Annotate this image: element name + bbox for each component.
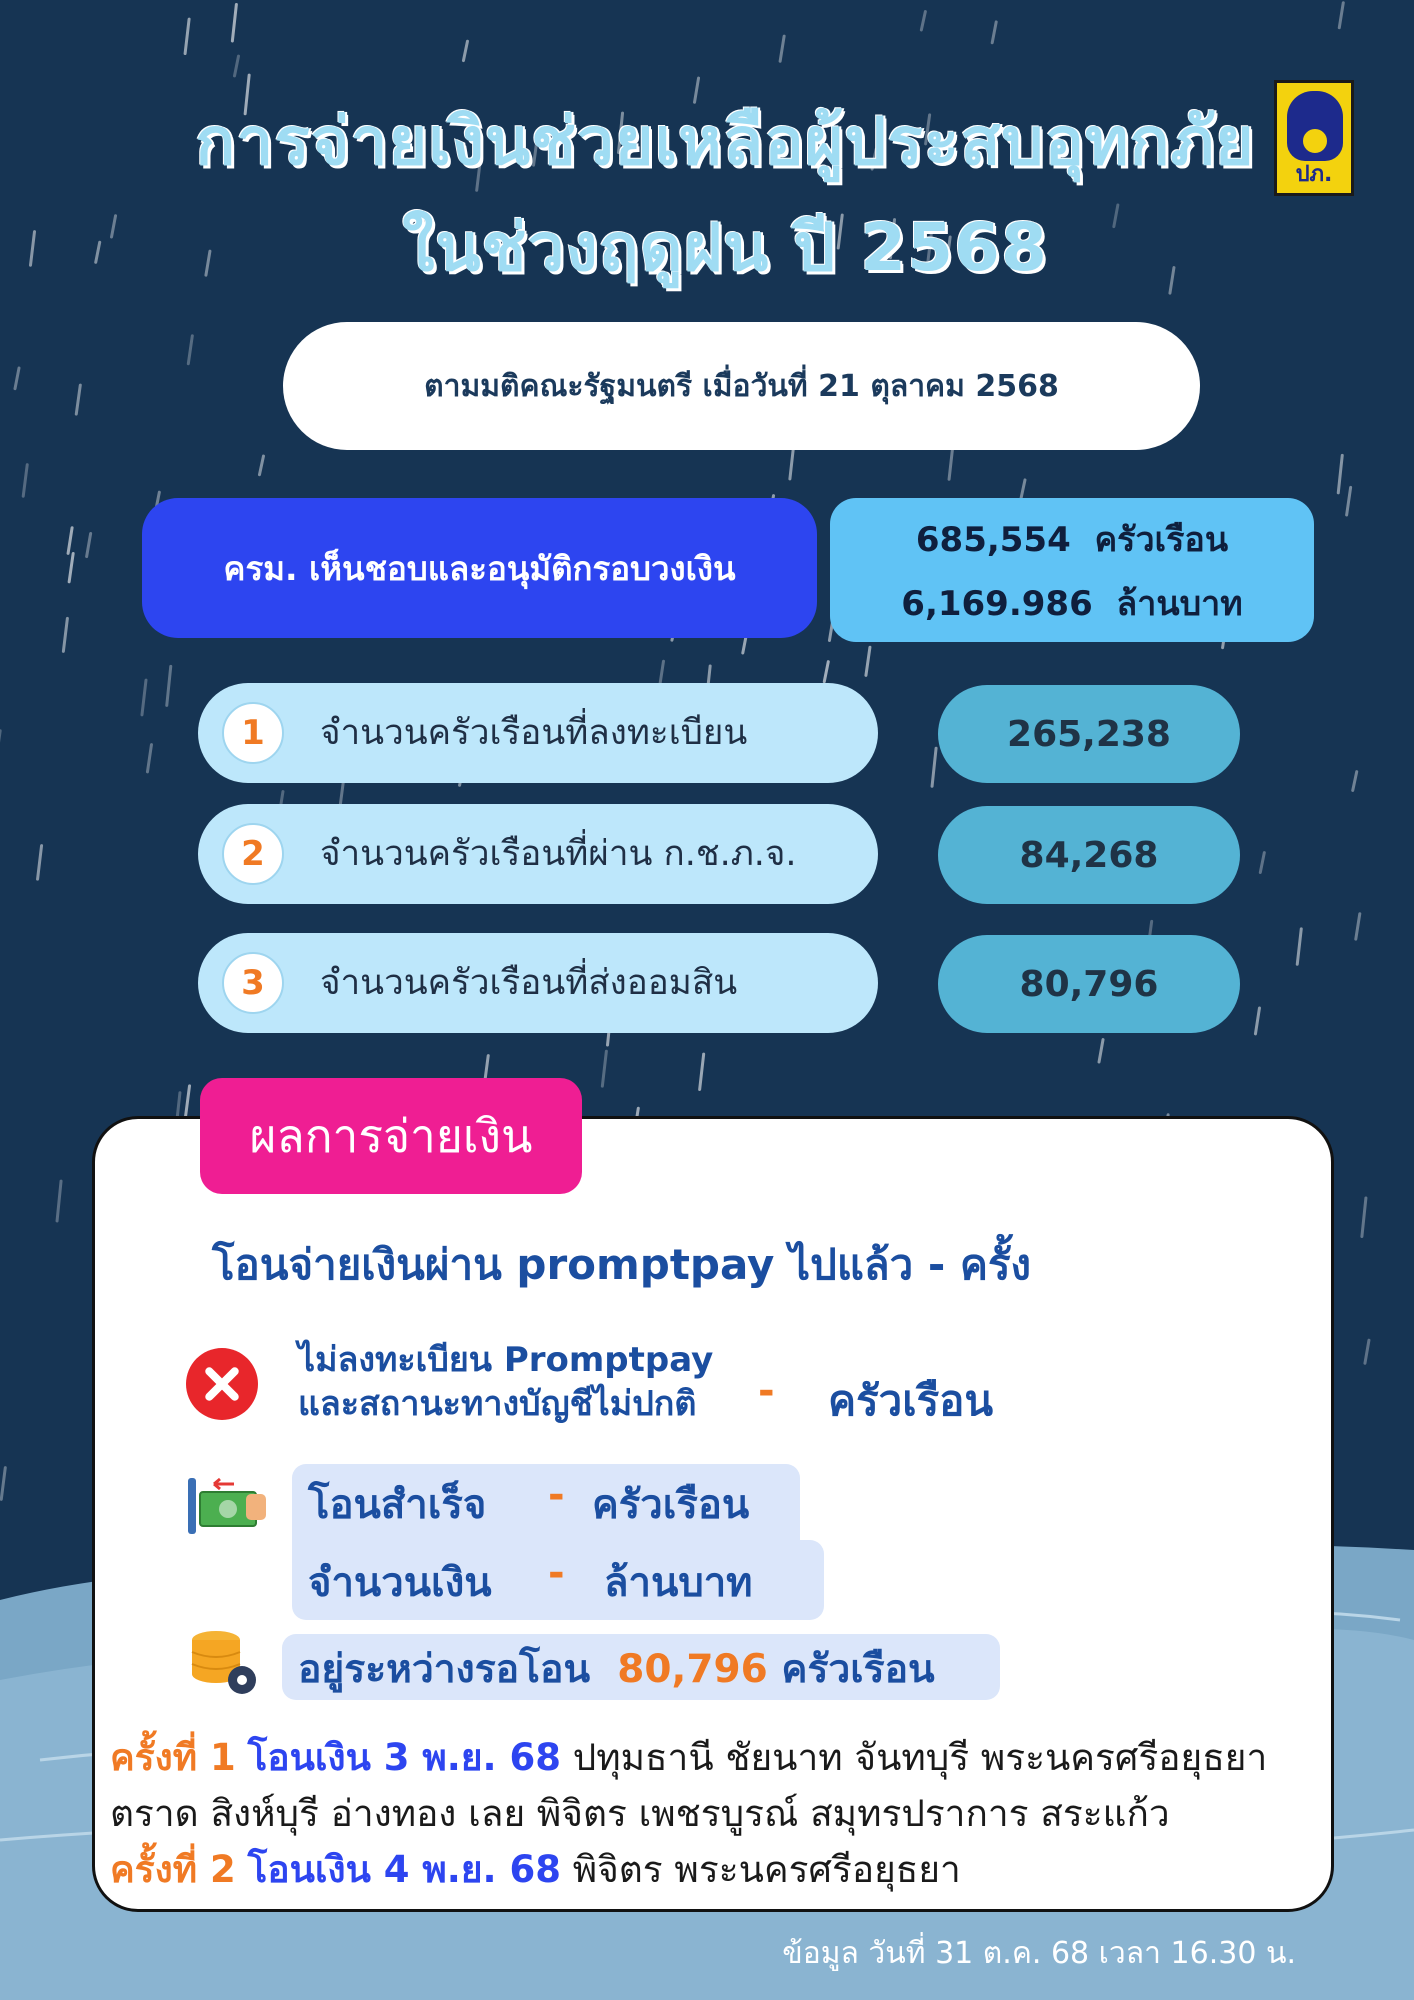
round-1-line-1 xyxy=(110,1728,1267,1787)
rain-streak xyxy=(1,1468,5,1500)
rain-streak xyxy=(695,78,699,102)
rain-streak xyxy=(992,22,996,43)
title-line-1: การจ่ายเงินช่วยเหลือผู้ประสบอุทกภัย xyxy=(195,103,1255,180)
rain-streak xyxy=(259,456,263,475)
rain-streak xyxy=(186,1086,190,1117)
stat-value-2: 84,268 xyxy=(938,806,1240,904)
rain-streak xyxy=(23,465,27,497)
rain-streak xyxy=(1365,1340,1369,1363)
round-2-prefix: ครั้งที่ 2 xyxy=(110,1848,236,1891)
rain-streak xyxy=(76,385,80,414)
round-1-prefix: ครั้งที่ 1 xyxy=(110,1736,236,1779)
error-x-icon xyxy=(186,1348,258,1420)
rain-streak xyxy=(69,554,73,582)
rain-streak xyxy=(232,4,236,41)
promptpay-heading: โอนจ่ายเงินผ่าน promptpay ไปแล้ว - ครั้ง xyxy=(212,1240,1032,1289)
not-registered-line-2: และสถานะทางบัญชีไม่ปกติ xyxy=(298,1384,697,1424)
rain-streak xyxy=(1356,914,1360,939)
data-timestamp: ข้อมูล วันที่ 31 ต.ค. 68 เวลา 16.30 น. xyxy=(782,1936,1296,1971)
rain-streak xyxy=(932,748,936,786)
seal-icon xyxy=(1301,127,1329,155)
rain-streak xyxy=(31,232,35,266)
rain-streak xyxy=(63,618,67,651)
pending-value: 80,796 xyxy=(617,1647,768,1692)
budget-amount: 6,169.986 xyxy=(901,584,1093,624)
rain-streak xyxy=(96,242,100,262)
rain-streak xyxy=(1347,487,1351,515)
budget-box xyxy=(830,498,1314,642)
rain-streak xyxy=(38,846,42,880)
budget-households: 685,554 xyxy=(915,520,1071,560)
stat-label: จำนวนครัวเรือนที่ส่งออมสิน xyxy=(320,963,738,1003)
rain-streak xyxy=(57,1181,61,1221)
rain-streak xyxy=(68,528,72,554)
rain-streak xyxy=(1297,929,1301,964)
rain-streak xyxy=(1339,3,1343,28)
rain-streak xyxy=(700,1054,704,1089)
not-registered-value: - xyxy=(758,1368,775,1414)
rain-streak xyxy=(142,680,146,715)
stat-value-3: 80,796 xyxy=(938,935,1240,1033)
logo-text: ปภ. xyxy=(1295,162,1333,187)
pending-unit: ครัวเรือน xyxy=(781,1647,935,1692)
database-gear-icon xyxy=(188,1628,264,1700)
rain-streak xyxy=(87,533,91,556)
rain-streak xyxy=(1353,772,1357,791)
rain-streak xyxy=(188,336,192,364)
not-registered-line-1: ไม่ลงทะเบียน Promptpay xyxy=(298,1340,714,1380)
dpm-logo xyxy=(1274,80,1354,196)
stat-row-1 xyxy=(198,683,878,783)
cabinet-resolution-text: ตามมติคณะรัฐมนตรี เมื่อวันที่ 21 ตุลาคม 2568 xyxy=(424,368,1059,404)
rain-streak xyxy=(1099,1040,1103,1062)
round-1-date: โอนเงิน 3 พ.ย. 68 xyxy=(247,1736,561,1779)
stat-row-2 xyxy=(198,804,878,904)
stat-value-1: 265,238 xyxy=(938,685,1240,783)
results-tag-label: ผลการจ่ายเงิน xyxy=(249,1108,533,1163)
rain-streak xyxy=(824,662,828,682)
rain-streak xyxy=(602,1051,606,1086)
rain-streak xyxy=(921,12,925,30)
rain-streak xyxy=(15,368,19,389)
rain-streak xyxy=(235,56,239,76)
transfer-amount-value: - xyxy=(548,1550,565,1596)
stat-label: จำนวนครัวเรือนที่ผ่าน ก.ช.ภ.จ. xyxy=(320,834,797,874)
rain-streak xyxy=(112,216,116,237)
stat-label: จำนวนครัวเรือนที่ลงทะเบียน xyxy=(320,713,748,753)
rain-streak xyxy=(185,19,189,53)
title-line-2: ในช่วงฤดูฝน ปี 2568 xyxy=(402,209,1048,286)
rain-streak xyxy=(780,36,784,61)
rain-streak xyxy=(463,41,467,60)
round-1-provinces-a: ปทุมธานี ชัยนาท จันทบุรี พระนครศรีอยุธยา xyxy=(572,1736,1268,1779)
results-tag xyxy=(200,1078,582,1194)
money-transfer-icon xyxy=(186,1474,268,1536)
rain-streak xyxy=(1255,1008,1259,1034)
not-registered-label xyxy=(298,1338,713,1426)
transfer-amount-label: จำนวนเงิน xyxy=(308,1560,492,1606)
cabinet-resolution-pill xyxy=(283,322,1200,450)
not-registered-unit: ครัวเรือน xyxy=(828,1376,994,1425)
round-2-provinces: พิจิตร พระนครศรีอยุธยา xyxy=(572,1848,961,1891)
rain-streak xyxy=(1021,480,1025,499)
approval-label-box xyxy=(142,498,817,638)
round-2-date: โอนเงิน 4 พ.ย. 68 xyxy=(247,1848,561,1891)
budget-households-line xyxy=(830,512,1314,566)
pending-line xyxy=(298,1638,935,1700)
approval-label: ครม. เห็นชอบและอนุมัติกรอบวงเงิน xyxy=(223,548,736,588)
rain-streak xyxy=(1260,853,1264,873)
transfer-amount-unit: ล้านบาท xyxy=(604,1560,753,1606)
round-1-provinces-b: ตราด สิงห์บุรี อ่างทอง เลย พิจิตร เพชรบูรณ์ สมุทรปราการ สระแก้ว xyxy=(110,1792,1170,1835)
rain-streak xyxy=(866,647,870,675)
stat-row-3 xyxy=(198,933,878,1033)
transfer-success-label: โอนสำเร็จ xyxy=(308,1482,487,1528)
transfer-success-unit: ครัวเรือน xyxy=(592,1482,750,1528)
rain-streak xyxy=(1362,1198,1366,1236)
rain-streak xyxy=(147,745,151,772)
rain-streak xyxy=(167,666,171,705)
rain-streak xyxy=(1338,455,1342,492)
round-2-line xyxy=(110,1840,961,1899)
stat-number-badge: 2 xyxy=(222,823,284,885)
pending-label: อยู่ระหว่างรอโอน xyxy=(298,1647,591,1692)
budget-amount-line xyxy=(830,576,1314,630)
stat-number-badge: 3 xyxy=(222,952,284,1014)
transfer-success-value: - xyxy=(548,1472,565,1518)
budget-households-unit: ครัวเรือน xyxy=(1094,520,1229,560)
stat-number-badge: 1 xyxy=(222,702,284,764)
budget-amount-unit: ล้านบาท xyxy=(1116,584,1243,624)
